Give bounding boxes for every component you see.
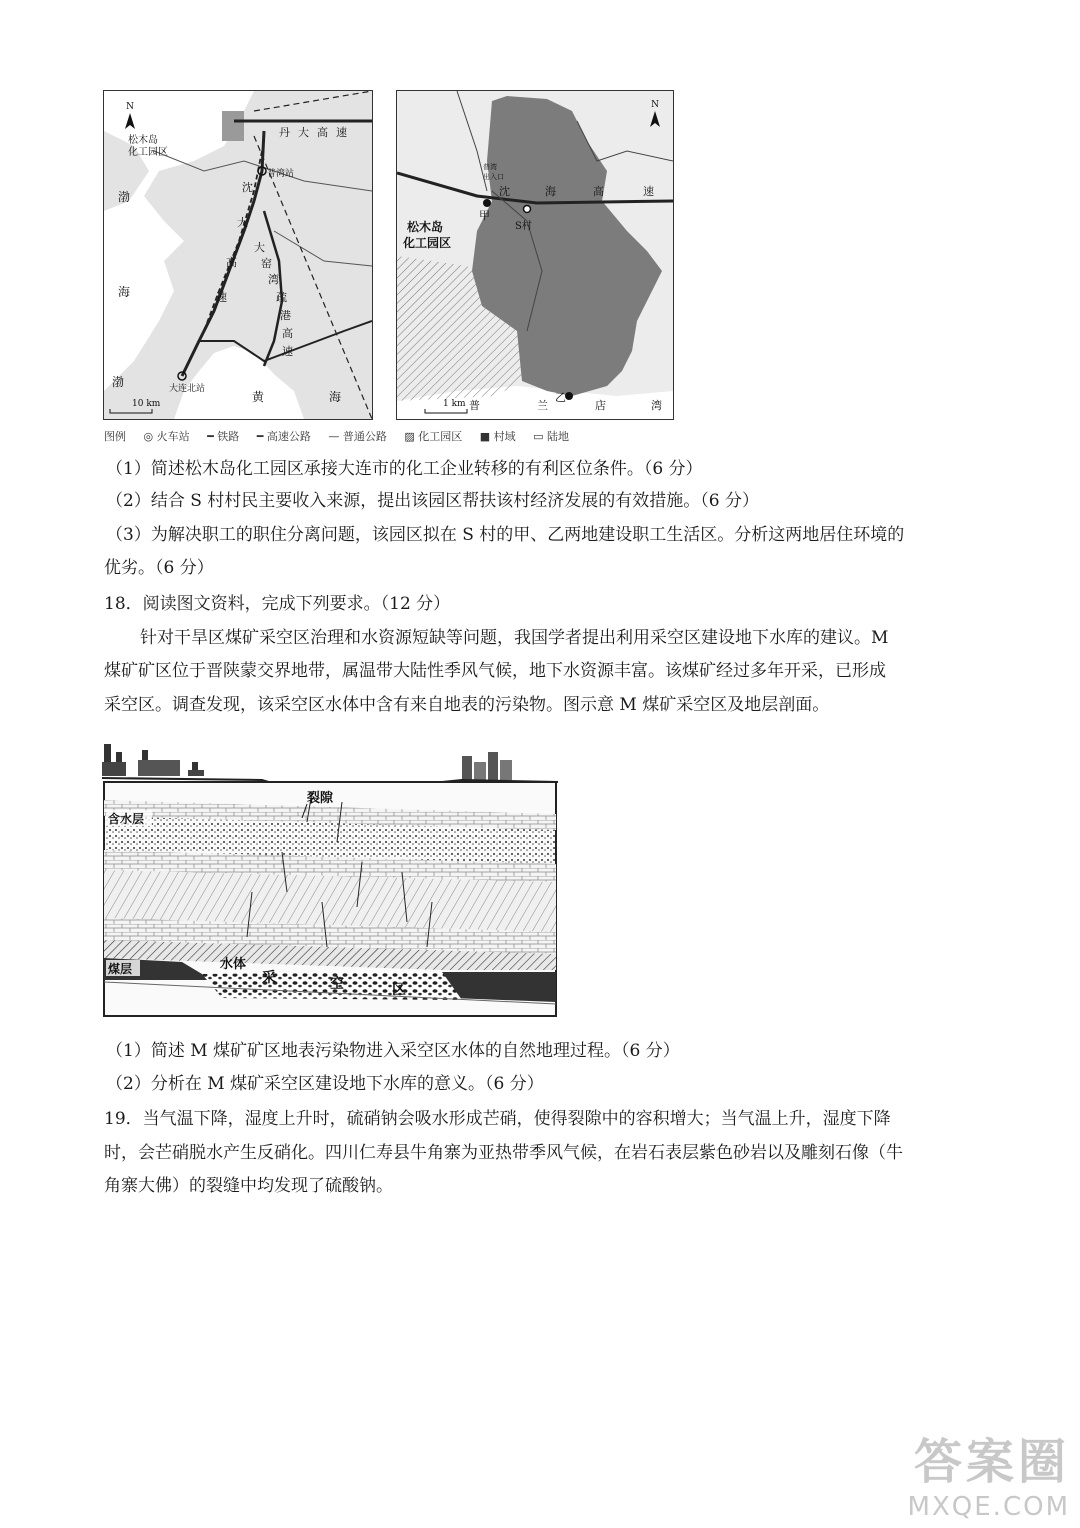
q19-line-1: 19．当气温下降，湿度上升时，硫硝钠会吸水形成芒硝，使得裂隙中的容积增大；当气温上升，湿度下降 — [104, 1109, 891, 1129]
q18-item-2: （2）分析在 M 煤矿采空区建设地下水库的意义。（6 分） — [106, 1074, 544, 1094]
left-map-north-label: N — [126, 102, 134, 112]
left-map-road2-6: 高 — [282, 327, 293, 340]
left-map-road2-2: 窑 — [261, 257, 272, 270]
q18-item-1: （1）简述 M 煤矿矿区地表污染物进入采空区水体的自然地理过程。（6 分） — [106, 1041, 680, 1061]
right-map-bay-4: 湾 — [651, 399, 662, 412]
right-map-site-b-label: 乙 — [555, 391, 566, 404]
q18-para-1: 针对干旱区煤矿采空区治理和水资源短缺等问题，我国学者提出利用采空区建设地下水库的建议。M — [140, 628, 889, 648]
right-map-bay-2: 兰 — [537, 399, 548, 412]
q19-line-3: 角寨大佛）的裂缝中均发现了硫酸钠。 — [104, 1176, 393, 1196]
left-map-sea-mid: 海 — [118, 285, 131, 299]
right-map-park-label-1: 松木岛 — [407, 220, 444, 234]
right-map-road-4: 速 — [643, 185, 654, 198]
right-map-site-a-marker — [483, 199, 491, 207]
legend-item-road: — 普通公路 — [328, 430, 387, 443]
legend-item-railway: ━ 铁路 — [207, 430, 240, 443]
q17-item-2: （2）结合 S 村村民主要收入来源，提出该园区帮扶该村经济发展的有效措施。（6 分） — [106, 491, 759, 511]
right-map-entrance-1: 普湾 — [483, 163, 497, 171]
q17-item-3-cont: 优劣。（6 分） — [104, 558, 214, 578]
right-map-village-label: S村 — [515, 221, 532, 232]
right-map-road-2: 海 — [545, 185, 556, 198]
legend-item-chem-park: ▨ 化工园区 — [404, 430, 463, 443]
label-aquifer: 含水层 — [108, 812, 145, 826]
label-fissure: 裂隙 — [307, 791, 334, 806]
watermark-big: 答案圈 — [913, 1434, 1070, 1490]
right-map-bay-3: 店 — [595, 399, 606, 412]
right-map-road-1: 沈 — [499, 185, 510, 198]
label-water: 水体 — [220, 957, 247, 972]
label-goaf-3: 区 — [392, 982, 406, 998]
left-map-park-label-2: 化工园区 — [128, 147, 168, 158]
left-map-sea-bottom-left: 渤 — [112, 375, 125, 389]
label-coal: 煤层 — [108, 962, 133, 976]
right-map-scale: 1 km — [443, 399, 466, 409]
q17-item-3: （3）为解决职工的职住分离问题，该园区拟在 S 村的甲、乙两地建设职工生活区。分析这两地居住环境的 — [106, 525, 905, 545]
left-map-park-label-1: 松木岛 — [128, 135, 158, 146]
q18-heading: 18．阅读图文资料，完成下列要求。（12 分） — [104, 594, 451, 614]
left-map-road-v2: 大 — [237, 216, 248, 229]
left-map-sea-bottom: 海 — [329, 390, 342, 404]
map-legend — [104, 428, 583, 444]
q18-para-3: 采空区。调查发现，该采空区水体中含有来自地表的污染物。图示意 M 煤矿采空区及地层剖面。 — [104, 695, 830, 715]
left-map-road2-1: 大 — [254, 241, 265, 254]
buildings-icon — [462, 752, 512, 780]
right-map-site-b-marker — [565, 392, 573, 400]
watermark-logo — [908, 1423, 1070, 1522]
legend-item-land: ▭ 陆地 — [533, 430, 570, 443]
left-map-drawing — [104, 91, 372, 419]
legend-title: 图例 — [104, 430, 126, 443]
geology-section-drawing — [102, 732, 558, 1018]
left-map-scale: 10 km — [132, 399, 161, 409]
left-map-bay-bottom: 黄 — [252, 390, 265, 404]
right-map-drawing — [397, 91, 673, 419]
q18-para-2: 煤矿矿区位于晋陕蒙交界地带，属温带大陆性季风气候，地下水资源丰富。该煤矿经过多年开采，已形成 — [104, 661, 886, 681]
left-map-road-v1: 沈 — [242, 181, 253, 194]
geology-section-figure — [102, 732, 558, 1018]
left-map-road2-3: 湾 — [268, 273, 279, 286]
left-map-road2-7: 速 — [282, 345, 293, 358]
left-map-road-top-label: 丹大高速 — [279, 126, 355, 139]
right-map-road-3: 高 — [593, 185, 604, 198]
right-map-site-a-label: 甲 — [479, 209, 490, 222]
right-map-north-label: N — [651, 100, 659, 110]
left-map-road2-4: 疏 — [276, 291, 287, 304]
right-map-entrance-2: 出入口 — [483, 173, 504, 181]
left-map-road-v4: 速 — [216, 291, 227, 304]
watermark-small: MXQE.COM — [907, 1492, 1070, 1522]
left-map-road2-5: 港 — [280, 309, 291, 322]
right-map-village-marker — [524, 206, 531, 213]
right-map-park-label-2: 化工园区 — [403, 236, 452, 250]
right-map-bay-1: 普 — [469, 399, 480, 412]
q19-line-2: 时，会芒硝脱水产生反硝化。四川仁寿县牛角寨为亚热带季风气候，在岩石表层紫色砂岩以及雕刻石像（牛 — [104, 1143, 903, 1163]
legend-item-village: ■ 村域 — [479, 430, 516, 443]
left-map-sea-left: 渤 — [118, 190, 131, 204]
q17-item-1: （1）简述松木岛化工园区承接大连市的化工企业转移的有利区位条件。（6 分） — [106, 459, 703, 479]
right-map — [396, 90, 674, 420]
label-goaf-1: 采 — [262, 970, 276, 986]
factory-icon — [102, 744, 204, 776]
left-map — [103, 90, 373, 420]
left-map-station-dalian-north-label: 大连北站 — [169, 384, 206, 394]
legend-item-train-station: ◎ 火车站 — [143, 430, 190, 443]
left-map-park-area — [222, 111, 244, 141]
label-goaf-2: 空 — [330, 976, 344, 992]
legend-item-expressway: ━ 高速公路 — [256, 430, 311, 443]
left-map-road-v3: 高 — [226, 256, 237, 269]
left-map-station-pulan-label: 普湾站 — [267, 169, 295, 179]
